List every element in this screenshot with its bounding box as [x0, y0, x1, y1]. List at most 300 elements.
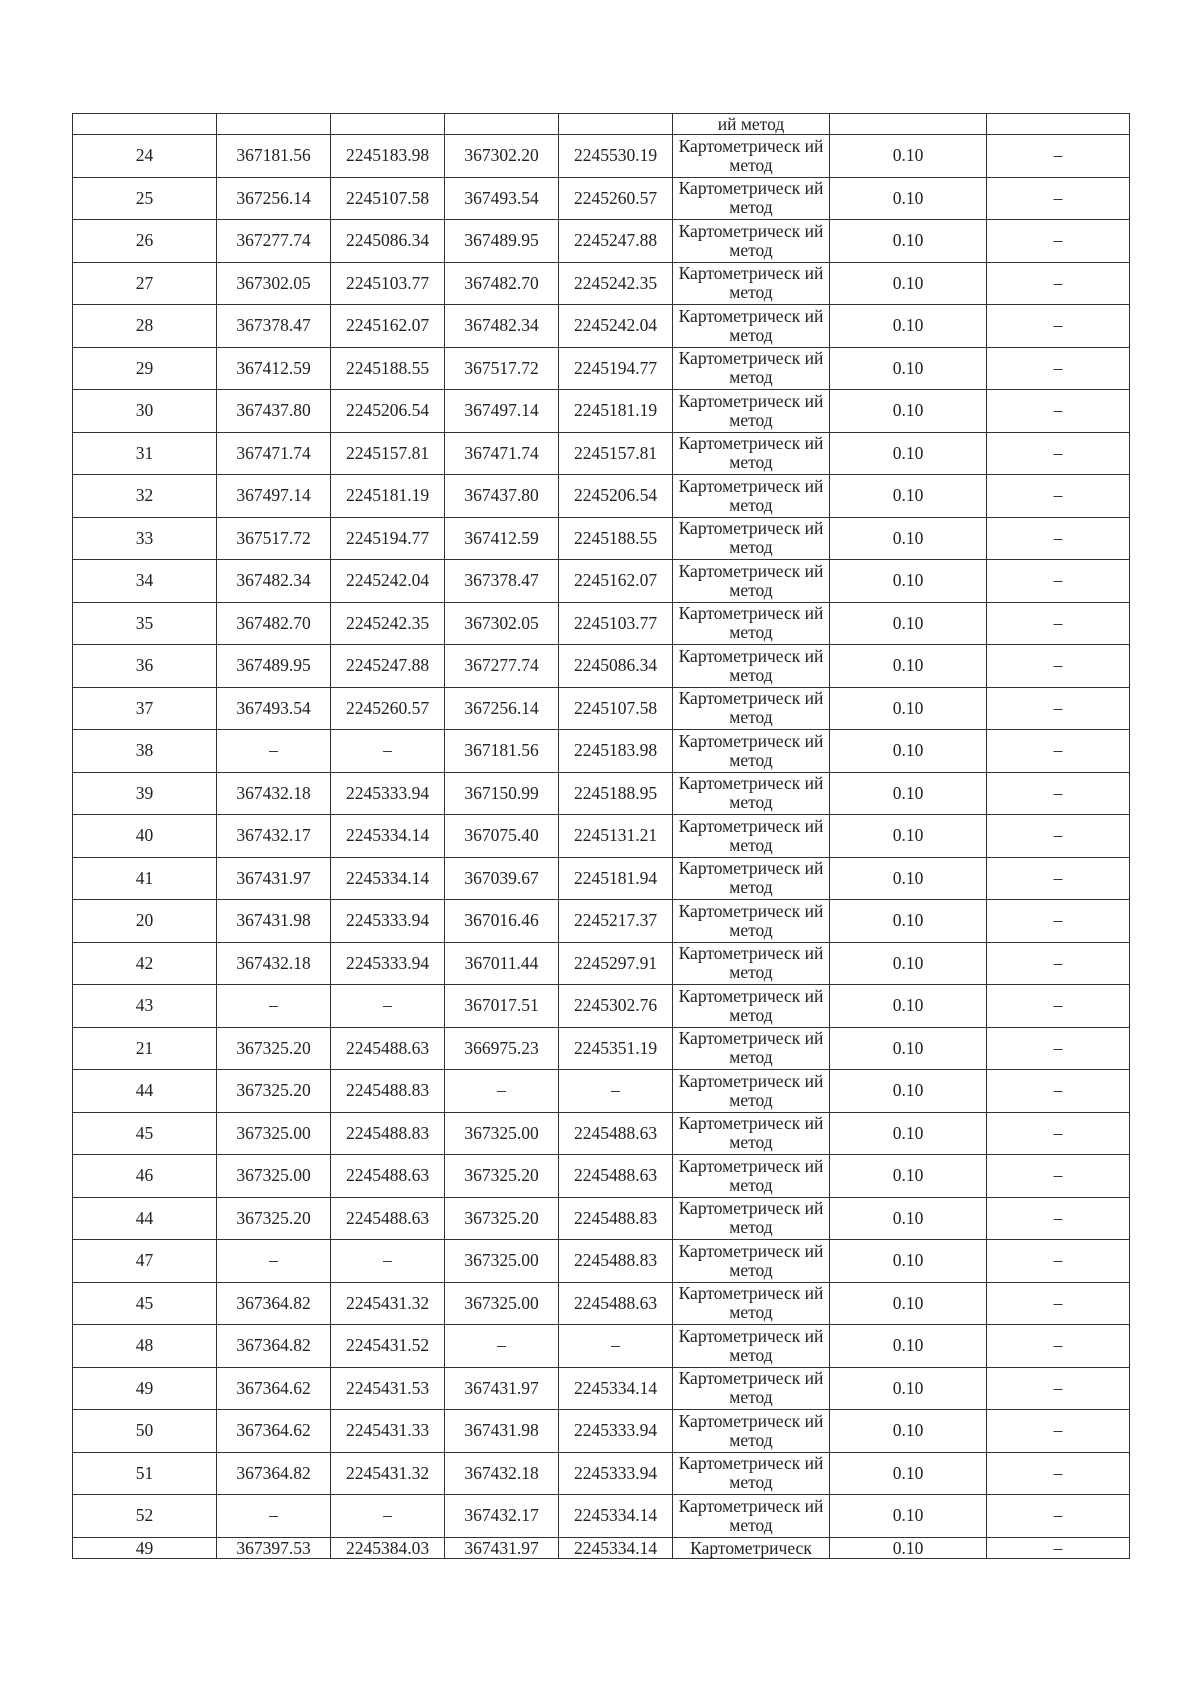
cell-accuracy: 0.10 [830, 1495, 987, 1538]
cell-point-number: 44 [73, 1070, 217, 1113]
cell-y-new: 2245260.57 [559, 177, 673, 220]
cell-empty [559, 114, 673, 135]
cell-x-old: 367517.72 [217, 517, 331, 560]
cell-point-number: 32 [73, 475, 217, 518]
table-row [73, 1495, 1130, 1538]
cell-accuracy: 0.10 [830, 177, 987, 220]
cell-method: Картометрическ ий метод [673, 1155, 830, 1198]
cell-method: Картометрическ ий метод [673, 305, 830, 348]
table-row [73, 1155, 1130, 1198]
cell-method: Картометрическ ий метод [673, 1452, 830, 1495]
cell-x-old: 367489.95 [217, 645, 331, 688]
table-row [73, 517, 1130, 560]
cell-accuracy: 0.10 [830, 900, 987, 943]
cell-note: – [987, 1197, 1130, 1240]
cell-y-old: 2245188.55 [331, 347, 445, 390]
cell-y-new: 2245333.94 [559, 1410, 673, 1453]
cell-x-old: 367364.82 [217, 1282, 331, 1325]
cell-x-old: 367378.47 [217, 305, 331, 348]
cell-y-new: 2245162.07 [559, 560, 673, 603]
cell-x-old: 367325.20 [217, 1027, 331, 1070]
cell-y-old: 2245333.94 [331, 942, 445, 985]
cell-method: Картометрическ ий метод [673, 645, 830, 688]
cell-y-new: 2245488.63 [559, 1155, 673, 1198]
cell-point-number: 37 [73, 687, 217, 730]
cell-y-new: 2245297.91 [559, 942, 673, 985]
table-row [73, 220, 1130, 263]
cell-x-old: 367364.82 [217, 1452, 331, 1495]
cell-accuracy: 0.10 [830, 1027, 987, 1070]
cell-x-new: 367517.72 [445, 347, 559, 390]
cell-y-new: 2245157.81 [559, 432, 673, 475]
cell-method: Картометрическ ий метод [673, 1197, 830, 1240]
cell-y-new: 2245107.58 [559, 687, 673, 730]
table-row [73, 730, 1130, 773]
cell-y-new: 2245488.63 [559, 1282, 673, 1325]
cell-y-old: 2245183.98 [331, 135, 445, 178]
cell-y-old: 2245333.94 [331, 900, 445, 943]
cell-point-number: 27 [73, 262, 217, 305]
cell-y-new: 2245334.14 [559, 1367, 673, 1410]
cell-empty [73, 114, 217, 135]
cell-accuracy: 0.10 [830, 687, 987, 730]
cell-x-old: 367181.56 [217, 135, 331, 178]
cell-y-new: 2245181.94 [559, 857, 673, 900]
cell-y-new: 2245086.34 [559, 645, 673, 688]
cell-note: – [987, 942, 1130, 985]
cell-note: – [987, 1325, 1130, 1368]
cell-y-old: 2245334.14 [331, 815, 445, 858]
cell-method: Картометрическ ий метод [673, 1070, 830, 1113]
table-body [73, 114, 1130, 1559]
cell-point-number: 25 [73, 177, 217, 220]
cell-note: – [987, 1240, 1130, 1283]
cell-y-old: 2245384.03 [331, 1537, 445, 1558]
cell-note: – [987, 560, 1130, 603]
cell-y-old: 2245488.63 [331, 1197, 445, 1240]
table-row [73, 1027, 1130, 1070]
cell-y-old: 2245242.35 [331, 602, 445, 645]
cell-accuracy: 0.10 [830, 1112, 987, 1155]
cell-point-number: 35 [73, 602, 217, 645]
cell-note: – [987, 1112, 1130, 1155]
cell-x-old: 367431.97 [217, 857, 331, 900]
cell-note: – [987, 900, 1130, 943]
table-row [73, 772, 1130, 815]
cell-empty [217, 114, 331, 135]
cell-method: Картометрическ ий метод [673, 347, 830, 390]
cell-accuracy: 0.10 [830, 1155, 987, 1198]
cell-y-old: 2245488.83 [331, 1112, 445, 1155]
cell-x-old: 367325.20 [217, 1197, 331, 1240]
cell-note: – [987, 857, 1130, 900]
cell-method: Картометрическ ий метод [673, 1367, 830, 1410]
cell-note: – [987, 1367, 1130, 1410]
table-row [73, 1240, 1130, 1283]
cell-accuracy: 0.10 [830, 985, 987, 1028]
cell-note: – [987, 602, 1130, 645]
cell-x-old: – [217, 1240, 331, 1283]
cell-x-new: 367471.74 [445, 432, 559, 475]
cell-x-old: 367364.82 [217, 1325, 331, 1368]
cell-note: – [987, 1410, 1130, 1453]
cell-x-new: 367412.59 [445, 517, 559, 560]
cell-x-new: 367432.17 [445, 1495, 559, 1538]
cell-point-number: 36 [73, 645, 217, 688]
cell-accuracy: 0.10 [830, 1197, 987, 1240]
cell-y-old: – [331, 985, 445, 1028]
cell-y-new: 2245194.77 [559, 347, 673, 390]
cell-y-new: 2245103.77 [559, 602, 673, 645]
cell-y-old: 2245181.19 [331, 475, 445, 518]
cell-accuracy: 0.10 [830, 1410, 987, 1453]
cell-note: – [987, 1155, 1130, 1198]
cell-y-old: 2245242.04 [331, 560, 445, 603]
table-row [73, 900, 1130, 943]
cell-y-old: 2245488.63 [331, 1155, 445, 1198]
table-row [73, 645, 1130, 688]
table-row [73, 262, 1130, 305]
cell-y-old: – [331, 730, 445, 773]
cell-accuracy: 0.10 [830, 772, 987, 815]
table-row [73, 1282, 1130, 1325]
cell-accuracy: 0.10 [830, 645, 987, 688]
cell-accuracy: 0.10 [830, 517, 987, 560]
cell-method: Картометрическ ий метод [673, 1410, 830, 1453]
cell-x-new: 367016.46 [445, 900, 559, 943]
cell-x-old: 367431.98 [217, 900, 331, 943]
cell-x-old: 367256.14 [217, 177, 331, 220]
cell-method: Картометрическ ий метод [673, 815, 830, 858]
cell-point-number: 45 [73, 1112, 217, 1155]
cell-note: – [987, 1537, 1130, 1558]
cell-accuracy: 0.10 [830, 390, 987, 433]
cell-x-new: 367489.95 [445, 220, 559, 263]
cell-x-new: 367011.44 [445, 942, 559, 985]
cell-y-old: 2245157.81 [331, 432, 445, 475]
cell-y-new: 2245488.83 [559, 1197, 673, 1240]
cell-method: Картометрическ ий метод [673, 772, 830, 815]
cell-accuracy: 0.10 [830, 1282, 987, 1325]
cell-accuracy: 0.10 [830, 135, 987, 178]
cell-x-new: – [445, 1325, 559, 1368]
cell-x-new: 367302.20 [445, 135, 559, 178]
cell-method: Картометрическ ий метод [673, 517, 830, 560]
cell-y-old: 2245488.83 [331, 1070, 445, 1113]
cell-point-number: 31 [73, 432, 217, 475]
cell-y-old: – [331, 1240, 445, 1283]
cell-y-new: 2245247.88 [559, 220, 673, 263]
cell-method: Картометрическ ий метод [673, 390, 830, 433]
cell-x-new: 367039.67 [445, 857, 559, 900]
table-row [73, 475, 1130, 518]
cell-accuracy: 0.10 [830, 857, 987, 900]
cell-point-number: 28 [73, 305, 217, 348]
cell-method: Картометрическ ий метод [673, 1325, 830, 1368]
cell-method: Картометрическ ий метод [673, 177, 830, 220]
cell-point-number: 26 [73, 220, 217, 263]
cell-accuracy: 0.10 [830, 1367, 987, 1410]
cell-y-old: 2245247.88 [331, 645, 445, 688]
table-row-cut [73, 1537, 1130, 1558]
cell-point-number: 20 [73, 900, 217, 943]
cell-note: – [987, 305, 1130, 348]
cell-y-new: 2245206.54 [559, 475, 673, 518]
cell-x-new: 367325.00 [445, 1240, 559, 1283]
cell-point-number: 48 [73, 1325, 217, 1368]
cell-x-new: 367150.99 [445, 772, 559, 815]
cell-y-old: 2245431.32 [331, 1282, 445, 1325]
cell-accuracy: 0.10 [830, 730, 987, 773]
cell-x-new: 367325.20 [445, 1197, 559, 1240]
cell-empty [987, 114, 1130, 135]
table-row [73, 815, 1130, 858]
cell-point-number: 44 [73, 1197, 217, 1240]
cell-x-new: 367497.14 [445, 390, 559, 433]
cell-method: Картометрическ ий метод [673, 262, 830, 305]
cell-method: Картометрическ ий метод [673, 1495, 830, 1538]
table-row [73, 1197, 1130, 1240]
cell-y-old: 2245333.94 [331, 772, 445, 815]
cell-x-new: 367325.00 [445, 1112, 559, 1155]
cell-method: Картометрическ ий метод [673, 475, 830, 518]
cell-point-number: 33 [73, 517, 217, 560]
cell-x-old: 367493.54 [217, 687, 331, 730]
cell-x-old: 367364.62 [217, 1367, 331, 1410]
table-row [73, 177, 1130, 220]
cell-note: – [987, 772, 1130, 815]
cell-point-number: 24 [73, 135, 217, 178]
cell-accuracy: 0.10 [830, 1070, 987, 1113]
cell-y-new: 2245242.35 [559, 262, 673, 305]
cell-y-new: 2245188.55 [559, 517, 673, 560]
cell-x-old: 367497.14 [217, 475, 331, 518]
cell-point-number: 41 [73, 857, 217, 900]
table-row [73, 1112, 1130, 1155]
cell-x-new: 367181.56 [445, 730, 559, 773]
cell-y-new: 2245188.95 [559, 772, 673, 815]
cell-note: – [987, 815, 1130, 858]
cell-point-number: 52 [73, 1495, 217, 1538]
cell-x-old: 367437.80 [217, 390, 331, 433]
cell-note: – [987, 517, 1130, 560]
cell-note: – [987, 177, 1130, 220]
cell-method: Картометрическ ий метод [673, 1282, 830, 1325]
cell-accuracy: 0.10 [830, 602, 987, 645]
document-page [72, 113, 1129, 1559]
cell-x-old: 367397.53 [217, 1537, 331, 1558]
cell-y-new: 2245183.98 [559, 730, 673, 773]
cell-x-new: 367431.97 [445, 1537, 559, 1558]
cell-note: – [987, 645, 1130, 688]
cell-x-old: 367471.74 [217, 432, 331, 475]
cell-note: – [987, 220, 1130, 263]
cell-note: – [987, 135, 1130, 178]
cell-x-old: 367364.62 [217, 1410, 331, 1453]
cell-y-old: 2245107.58 [331, 177, 445, 220]
cell-x-old: 367277.74 [217, 220, 331, 263]
cell-x-new: 366975.23 [445, 1027, 559, 1070]
cell-x-old: 367325.00 [217, 1112, 331, 1155]
table-row [73, 942, 1130, 985]
cell-x-new: 367431.97 [445, 1367, 559, 1410]
table-row [73, 687, 1130, 730]
cell-note: – [987, 475, 1130, 518]
table-row [73, 390, 1130, 433]
table-row-continued [73, 114, 1130, 135]
cell-accuracy: 0.10 [830, 347, 987, 390]
table-row [73, 1410, 1130, 1453]
cell-empty [445, 114, 559, 135]
cell-x-new: 367493.54 [445, 177, 559, 220]
cell-point-number: 21 [73, 1027, 217, 1070]
cell-x-new: 367378.47 [445, 560, 559, 603]
cell-method: Картометрическ ий метод [673, 857, 830, 900]
cell-y-old: – [331, 1495, 445, 1538]
cell-accuracy: 0.10 [830, 432, 987, 475]
cell-y-new: 2245217.37 [559, 900, 673, 943]
cell-method: Картометрическ ий метод [673, 985, 830, 1028]
cell-x-old: – [217, 1495, 331, 1538]
cell-y-new: 2245333.94 [559, 1452, 673, 1495]
cell-point-number: 43 [73, 985, 217, 1028]
cell-x-new: 367325.20 [445, 1155, 559, 1198]
cell-x-old: – [217, 730, 331, 773]
cell-x-new: 367482.34 [445, 305, 559, 348]
cell-y-new: 2245302.76 [559, 985, 673, 1028]
table-row [73, 1367, 1130, 1410]
cell-y-new: 2245131.21 [559, 815, 673, 858]
table-row [73, 1452, 1130, 1495]
cell-x-old: 367432.17 [217, 815, 331, 858]
cell-x-new: – [445, 1070, 559, 1113]
cell-y-old: 2245334.14 [331, 857, 445, 900]
cell-note: – [987, 432, 1130, 475]
cell-point-number: 45 [73, 1282, 217, 1325]
cell-x-new: 367482.70 [445, 262, 559, 305]
cell-point-number: 50 [73, 1410, 217, 1453]
cell-note: – [987, 1070, 1130, 1113]
cell-y-old: 2245103.77 [331, 262, 445, 305]
cell-x-new: 367256.14 [445, 687, 559, 730]
cell-y-old: 2245488.63 [331, 1027, 445, 1070]
cell-empty [331, 114, 445, 135]
cell-method: Картометрическ [673, 1537, 830, 1558]
cell-y-old: 2245431.33 [331, 1410, 445, 1453]
cell-point-number: 29 [73, 347, 217, 390]
cell-accuracy: 0.10 [830, 942, 987, 985]
cell-y-old: 2245260.57 [331, 687, 445, 730]
cell-x-new: 367302.05 [445, 602, 559, 645]
cell-x-old: 367482.34 [217, 560, 331, 603]
table-row [73, 347, 1130, 390]
cell-y-old: 2245086.34 [331, 220, 445, 263]
cell-y-new: 2245334.14 [559, 1537, 673, 1558]
cell-method: Картометрическ ий метод [673, 432, 830, 475]
cell-accuracy: 0.10 [830, 1240, 987, 1283]
cell-x-new: 367075.40 [445, 815, 559, 858]
coordinates-table [72, 113, 1130, 1559]
cell-accuracy: 0.10 [830, 475, 987, 518]
cell-x-old: 367325.20 [217, 1070, 331, 1113]
cell-x-new: 367437.80 [445, 475, 559, 518]
cell-x-old: 367432.18 [217, 772, 331, 815]
cell-y-old: 2245162.07 [331, 305, 445, 348]
cell-point-number: 40 [73, 815, 217, 858]
cell-method: Картометрическ ий метод [673, 602, 830, 645]
cell-accuracy: 0.10 [830, 815, 987, 858]
cell-x-old: 367432.18 [217, 942, 331, 985]
cell-note: – [987, 1027, 1130, 1070]
table-row [73, 1325, 1130, 1368]
cell-x-old: – [217, 985, 331, 1028]
cell-note: – [987, 390, 1130, 433]
cell-y-new: 2245242.04 [559, 305, 673, 348]
table-row [73, 602, 1130, 645]
cell-y-new: 2245334.14 [559, 1495, 673, 1538]
cell-accuracy: 0.10 [830, 1452, 987, 1495]
cell-method: Картометрическ ий метод [673, 1240, 830, 1283]
cell-point-number: 49 [73, 1537, 217, 1558]
cell-y-new: 2245530.19 [559, 135, 673, 178]
cell-point-number: 38 [73, 730, 217, 773]
cell-accuracy: 0.10 [830, 1537, 987, 1558]
cell-note: – [987, 1282, 1130, 1325]
cell-point-number: 34 [73, 560, 217, 603]
cell-x-new: 367431.98 [445, 1410, 559, 1453]
cell-x-new: 367325.00 [445, 1282, 559, 1325]
cell-x-new: 367017.51 [445, 985, 559, 1028]
cell-method: Картометрическ ий метод [673, 1112, 830, 1155]
cell-x-new: 367277.74 [445, 645, 559, 688]
cell-method: Картометрическ ий метод [673, 1027, 830, 1070]
cell-note: – [987, 347, 1130, 390]
cell-point-number: 39 [73, 772, 217, 815]
cell-y-old: 2245431.52 [331, 1325, 445, 1368]
cell-point-number: 49 [73, 1367, 217, 1410]
cell-empty [830, 114, 987, 135]
cell-accuracy: 0.10 [830, 220, 987, 263]
cell-y-new: – [559, 1070, 673, 1113]
cell-note: – [987, 730, 1130, 773]
cell-y-new: 2245181.19 [559, 390, 673, 433]
cell-note: – [987, 262, 1130, 305]
cell-x-old: 367302.05 [217, 262, 331, 305]
table-row [73, 560, 1130, 603]
cell-note: – [987, 687, 1130, 730]
cell-y-new: 2245488.63 [559, 1112, 673, 1155]
cell-y-old: 2245431.53 [331, 1367, 445, 1410]
cell-point-number: 51 [73, 1452, 217, 1495]
cell-note: – [987, 1495, 1130, 1538]
cell-y-old: 2245431.32 [331, 1452, 445, 1495]
cell-accuracy: 0.10 [830, 1325, 987, 1368]
cell-method: Картометрическ ий метод [673, 220, 830, 263]
table-row [73, 305, 1130, 348]
cell-x-old: 367482.70 [217, 602, 331, 645]
cell-y-old: 2245194.77 [331, 517, 445, 560]
cell-y-new: – [559, 1325, 673, 1368]
cell-accuracy: 0.10 [830, 262, 987, 305]
cell-method: Картометрическ ий метод [673, 687, 830, 730]
cell-method: Картометрическ ий метод [673, 900, 830, 943]
table-row [73, 135, 1130, 178]
cell-y-new: 2245351.19 [559, 1027, 673, 1070]
cell-y-old: 2245206.54 [331, 390, 445, 433]
cell-method: Картометрическ ий метод [673, 560, 830, 603]
cell-note: – [987, 985, 1130, 1028]
table-row [73, 1070, 1130, 1113]
